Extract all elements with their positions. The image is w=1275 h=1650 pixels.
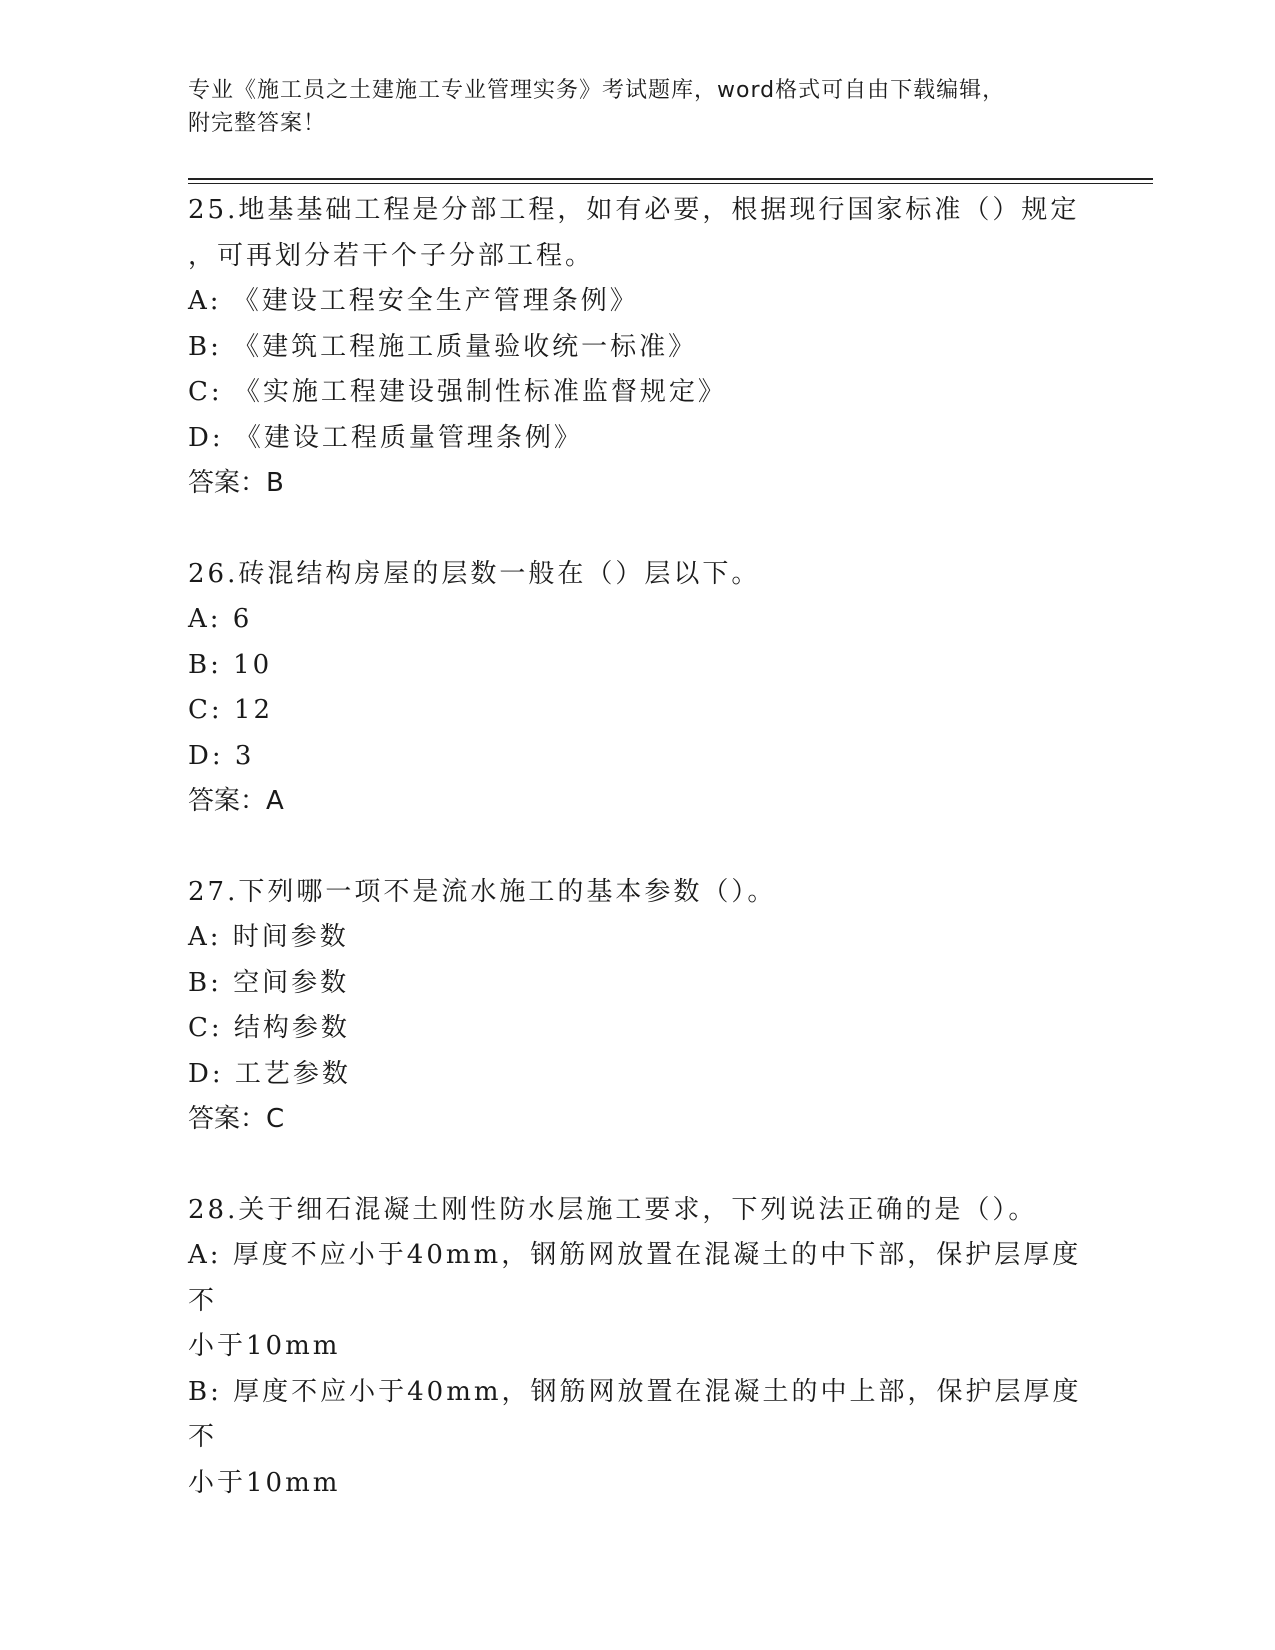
option-b: B: 厚度不应小于40mm，钢筋网放置在混凝土的中上部，保护层厚度不 小于10mm xyxy=(188,1376,1082,1498)
option-b: B: 10 xyxy=(188,649,273,680)
answer-label: 答案：B xyxy=(188,468,284,498)
question-26 xyxy=(188,552,1088,825)
option-a: A: 《建设工程安全生产管理条例》 xyxy=(188,286,639,316)
answer-label: 答案：A xyxy=(188,786,284,816)
question-stem: 27.下列哪一项不是流水施工的基本参数（）。 xyxy=(188,876,777,907)
question-stem: 25.地基基础工程是分部工程，如有必要，根据现行国家标准（）规定 xyxy=(188,195,1080,225)
option-a: A: 厚度不应小于40mm，钢筋网放置在混凝土的中下部，保护层厚度不 小于10mm xyxy=(188,1240,1082,1361)
header-divider-thick xyxy=(188,178,1153,180)
answer-label: 答案：C xyxy=(188,1104,285,1134)
option-c: C: 《实施工程建设强制性标准监督规定》 xyxy=(188,377,727,407)
option-b: B: 《建筑工程施工质量验收统一标准》 xyxy=(188,331,698,362)
option-a: A: 6 xyxy=(188,604,253,634)
option-c: C: 12 xyxy=(188,695,274,725)
question-25 xyxy=(188,188,1088,507)
question-spacer xyxy=(188,1143,1088,1188)
option-a: A: 时间参数 xyxy=(188,922,349,952)
question-stem-continued: ，可再划分若干个子分部工程。 xyxy=(188,240,595,271)
question-27 xyxy=(188,870,1088,1143)
option-d: D: 《建设工程质量管理条例》 xyxy=(188,422,583,453)
option-d: D: 3 xyxy=(188,740,255,771)
question-stem: 28.关于细石混凝土刚性防水层施工要求，下列说法正确的是（）。 xyxy=(188,1194,1038,1225)
header-divider-thin xyxy=(188,183,1153,184)
header-line-1: 专业《施工员之土建施工专业管理实务》考试题库，word格式可自由下载编辑， xyxy=(188,78,1006,103)
option-c: C: 结构参数 xyxy=(188,1013,350,1043)
document-header xyxy=(188,74,1088,140)
option-d: D: 工艺参数 xyxy=(188,1058,351,1089)
question-list xyxy=(188,188,1088,1506)
question-stem: 26.砖混结构房屋的层数一般在（）层以下。 xyxy=(188,558,761,589)
option-b: B: 空间参数 xyxy=(188,967,350,998)
question-28 xyxy=(188,1188,1088,1507)
question-spacer xyxy=(188,507,1088,552)
question-spacer xyxy=(188,825,1088,870)
header-line-2: 附完整答案！ xyxy=(188,111,327,136)
